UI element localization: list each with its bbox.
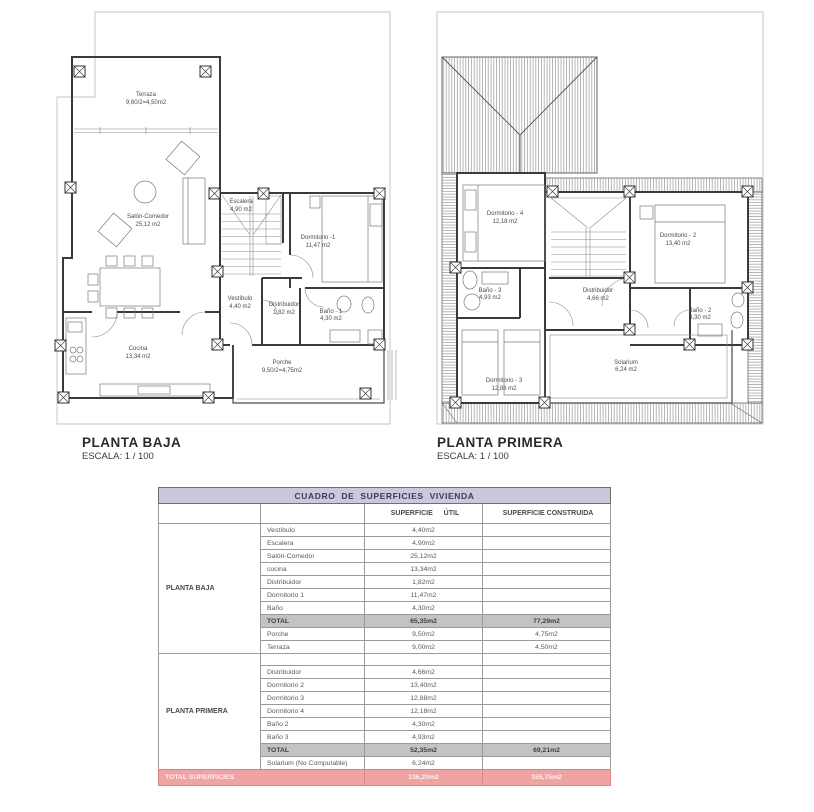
room-area: 1,82 m2 [273,310,295,316]
table-header-row [159,504,611,524]
room-area: 25,12 m2 [135,222,161,228]
cell-room: cocina [261,563,365,576]
total-util: 65,35m2 [365,615,483,628]
cell-construida [483,705,611,718]
room-label: Baño - 1 [319,309,343,315]
header-empty-1 [159,504,261,524]
room-area: 12,88 m2 [491,386,517,392]
room-area: 4,40 m2 [229,304,251,310]
total-util: 52,35m2 [365,744,483,757]
room-label: Salón-Comedor [126,214,170,220]
cell-empty [483,654,611,666]
cell-util: 4,40m2 [365,524,483,537]
cell-room: Salón-Comedor [261,550,365,563]
cell-room: Baño 3 [261,731,365,744]
room-area: 6,24 m2 [615,367,637,373]
site-boundary [57,12,390,424]
cell-util: 6,24m2 [365,757,483,770]
room-label: Porche [272,360,292,366]
cell-room: Dormitorio 3 [261,692,365,705]
door-arcs [549,278,690,328]
room-area: 12,18 m2 [492,219,518,225]
roof-hatch [442,57,762,423]
cell-room: Distribuidor [261,576,365,589]
room-area: 13,40 m2 [665,241,691,247]
staircase [551,198,626,276]
cell-construida [483,666,611,679]
room-area: 4,93 m2 [479,295,501,301]
plan-title: PLANTA BAJA [82,435,182,450]
cell-util: 1,82m2 [365,576,483,589]
cell-empty [261,654,365,666]
cell-construida [483,563,611,576]
separator-row [159,654,611,666]
room-area: 11,47 m2 [305,243,331,249]
room-area: 4,30 m2 [320,316,342,322]
surface-table [158,487,610,786]
room-label: Dormitorio - 3 [485,378,523,384]
grand-total-label: TOTAL SUPERFICIES [159,770,365,786]
cell-util: 4,93m2 [365,731,483,744]
cell-room: Distribuidor [261,666,365,679]
solarium-outline [545,330,732,403]
cell-room: Dormitorio 2 [261,679,365,692]
cell-room: Dormitorio 1 [261,589,365,602]
cell-construida [483,589,611,602]
plan-planta-baja [55,12,396,462]
plan-scale: ESCALA: 1 / 100 [82,451,154,462]
plan-title: PLANTA PRIMERA [437,435,564,450]
total-construida: 69,21m2 [483,744,611,757]
cell-util: 4,90m2 [365,537,483,550]
room-label: Dormitorio - 2 [659,233,697,239]
plan-planta-primera [437,12,763,462]
section-label-planta-baja: PLANTA BAJA [159,524,261,654]
cell-construida [483,602,611,615]
room-label: Cocina [128,346,148,352]
cell-construida [483,524,611,537]
total-label: TOTAL [261,615,365,628]
room-area: 9,50/2=4,75m2 [261,368,303,374]
room-label: Dormitorio -1 [300,235,336,241]
cell-construida [483,679,611,692]
cell-room: Dormitorio 4 [261,705,365,718]
cell-room: Vestíbulo [261,524,365,537]
grand-total-row [159,770,611,786]
room-area: 4,30 m2 [689,315,711,321]
cell-construida [483,576,611,589]
header-empty-2 [261,504,365,524]
table-row [159,524,611,537]
cell-util: 4,30m2 [365,602,483,615]
room-label: Dormitorio - 4 [486,211,524,217]
room-label: Solarium [614,360,638,366]
room-label: Baño - 3 [478,288,502,294]
table-title: CUADRO DE SUPERFICIES VIVIENDA [159,488,611,504]
room-labels [125,92,343,374]
room-label: Vestíbulo [227,296,253,302]
cell-util: 9,50m2 [365,628,483,641]
room-area: 9,60/2=4,50m2 [125,100,167,106]
cell-construida [483,718,611,731]
porch-outline [233,345,396,403]
cell-construida [483,692,611,705]
cell-util: 13,34m2 [365,563,483,576]
cell-room: Solarium (No Computable) [261,757,365,770]
grand-total-construida: 155,75m2 [483,770,611,786]
room-label: Distribuidor [268,302,300,308]
room-label: Terraza [135,92,157,98]
total-construida: 77,29m2 [483,615,611,628]
grand-total-util: 136,20m2 [365,770,483,786]
cell-util: 12,18m2 [365,705,483,718]
room-area: 13,34 m2 [125,354,151,360]
room-label: Baño - 2 [688,308,712,314]
cell-room: Escalera [261,537,365,550]
living-room-furniture [88,141,205,318]
cell-util: 13,40m2 [365,679,483,692]
room-area: 4,66 m2 [587,296,609,302]
cell-construida [483,731,611,744]
header-superficie-util: SUPERFICIE ÚTIL [365,504,483,524]
cell-empty [365,654,483,666]
cell-room: Terraza [261,641,365,654]
cell-util: 25,12m2 [365,550,483,563]
door-arcs [92,255,324,345]
cell-construida [483,757,611,770]
total-label: TOTAL [261,744,365,757]
cell-util: 4,66m2 [365,666,483,679]
cell-construida: 4,75m2 [483,628,611,641]
room-label: Escalera [229,199,253,205]
cell-util: 11,47m2 [365,589,483,602]
room-label: Distribuidor [582,288,614,294]
cell-room: Porche [261,628,365,641]
cell-util: 12,88m2 [365,692,483,705]
room-labels [479,211,712,392]
cell-construida [483,537,611,550]
cell-room: Baño 2 [261,718,365,731]
table-title-row [159,488,611,504]
cell-util: 4,30m2 [365,718,483,731]
cell-construida [483,550,611,563]
section-label-planta-primera: PLANTA PRIMERA [159,654,261,770]
header-superficie-construida: SUPERFICIE CONSTRUIDA [483,504,611,524]
room-area: 4,90 m2 [230,207,252,213]
cell-room: Baño [261,602,365,615]
plan-scale: ESCALA: 1 / 100 [437,451,509,462]
cell-construida: 4,50m2 [483,641,611,654]
cell-util: 9,00m2 [365,641,483,654]
